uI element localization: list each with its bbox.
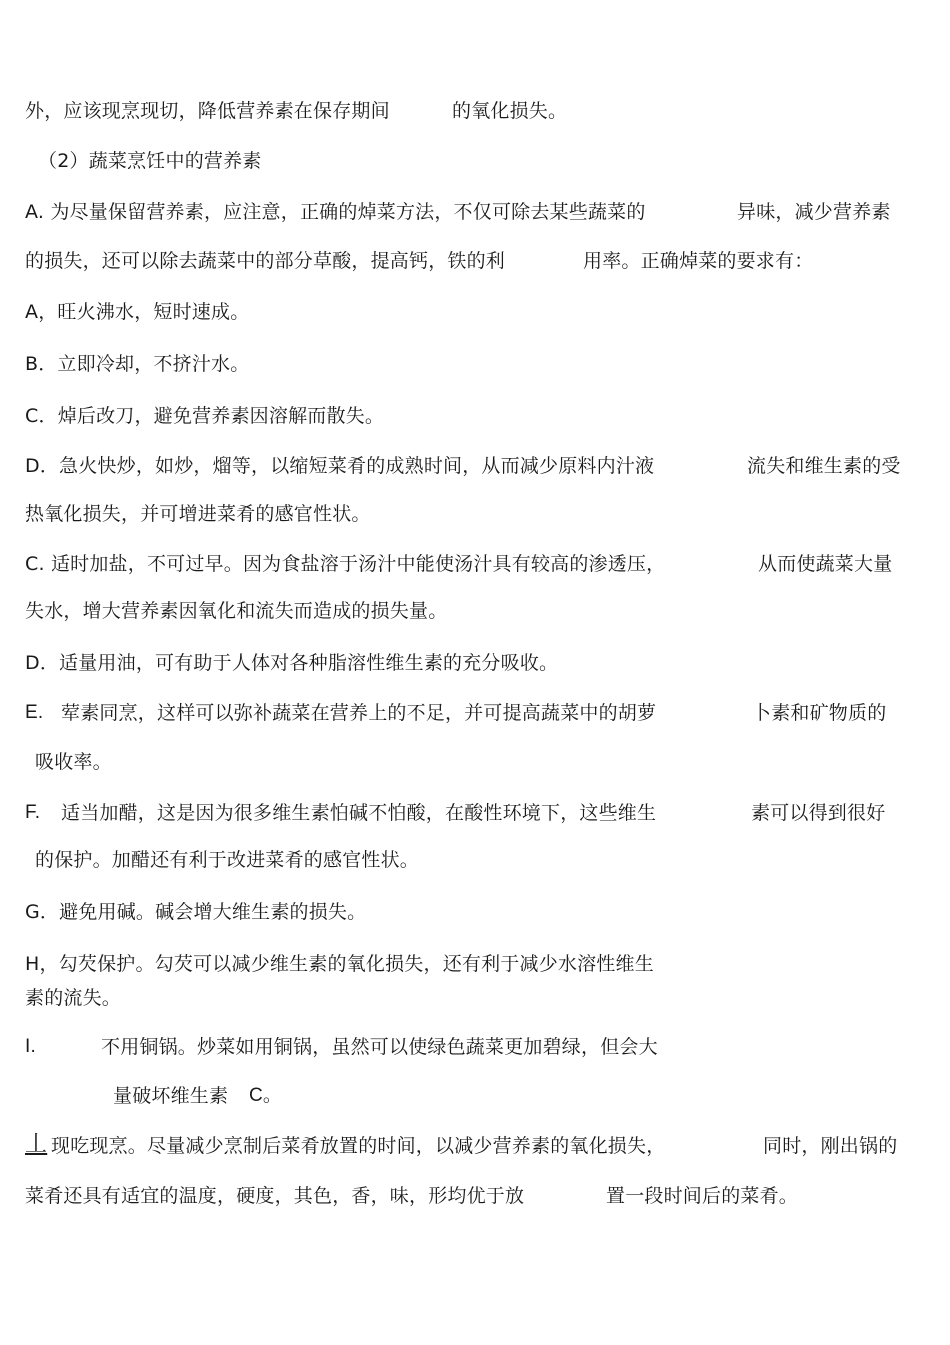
list-item: H，勾芡保护。勾芡可以减少维生素的氧化损失，还有利于减少水溶性维生 (25, 953, 654, 975)
list-item: 卜素和矿物质的 (752, 702, 887, 724)
list-item: D．急火快炒，如炒，熘等，以缩短菜肴的成熟时间，从而减少原料内汁液 (25, 455, 655, 477)
list-item: 适当加醋，这是因为很多维生素怕碱不怕酸，在酸性环境下，这些维生 (61, 802, 657, 824)
list-item: 不用铜锅。炒菜如用铜锅，虽然可以使绿色蔬菜更加碧绿，但会大 (101, 1036, 658, 1058)
text-line: 素的流失。 (25, 987, 122, 1009)
list-item: C．焯后改刀，避免营养素因溶解而散失。 (25, 405, 385, 427)
text-line: C。 (249, 1085, 283, 1106)
text-line: 用率。正确焯菜的要求有： (583, 250, 814, 272)
text-line: 量破坏维生素 (113, 1085, 229, 1107)
section-heading: （2）蔬菜烹饪中的营养素 (38, 150, 262, 172)
text-line: A. 为尽量保留营养素，应注意，正确的焯菜方法，不仅可除去某些蔬菜的 (25, 201, 646, 223)
list-item: 素可以得到很好 (751, 802, 886, 824)
list-item: A，旺火沸水，短时速成。 (25, 301, 250, 323)
list-marker: I. (25, 1036, 36, 1057)
text-line: 外，应该现烹现切，降低营养素在保存期间 (25, 100, 390, 122)
text-line: 热氧化损失，并可增进菜肴的感官性状。 (25, 503, 371, 525)
text-line: 异味，减少营养素 (737, 201, 891, 223)
list-item: C. 适时加盐，不可过早。因为食盐溶于汤汁中能使汤汁具有较高的渗透压， (25, 553, 666, 575)
list-item: 流失和维生素的受 (747, 455, 901, 477)
text-line: 的氧化损失。 (452, 100, 568, 122)
text-line: 的保护。加醋还有利于改进菜肴的感官性状。 (35, 849, 420, 871)
text-line: 菜肴还具有适宜的温度，硬度，其色，香，味，形均优于放 (25, 1185, 525, 1207)
list-item: 从而使蔬菜大量 (758, 553, 893, 575)
list-item: 现吃现烹。尽量减少烹制后菜肴放置的时间，以减少营养素的氧化损失， (51, 1135, 666, 1157)
text-line: 失水，增大营养素因氧化和流失而造成的损失量。 (25, 600, 448, 622)
text-line: 的损失，还可以除去蔬菜中的部分草酸，提高钙，铁的利 (25, 250, 506, 272)
text-line: 吸收率。 (35, 751, 112, 773)
list-item: G．避免用碱。碱会增大维生素的损失。 (25, 901, 367, 923)
text-line: 置一段时间后的菜肴。 (606, 1185, 799, 1207)
list-item: D．适量用油，可有助于人体对各种脂溶性维生素的充分吸收。 (25, 652, 559, 674)
list-marker: 丄 (25, 1132, 48, 1157)
list-item: 同时，刚出锅的 (763, 1135, 898, 1157)
list-marker: E. (25, 702, 44, 723)
list-marker: F. (25, 802, 41, 823)
list-item: 荤素同烹，这样可以弥补蔬菜在营养上的不足，并可提高蔬菜中的胡萝 (61, 702, 657, 724)
list-item: B．立即冷却，不挤汁水。 (25, 353, 250, 375)
